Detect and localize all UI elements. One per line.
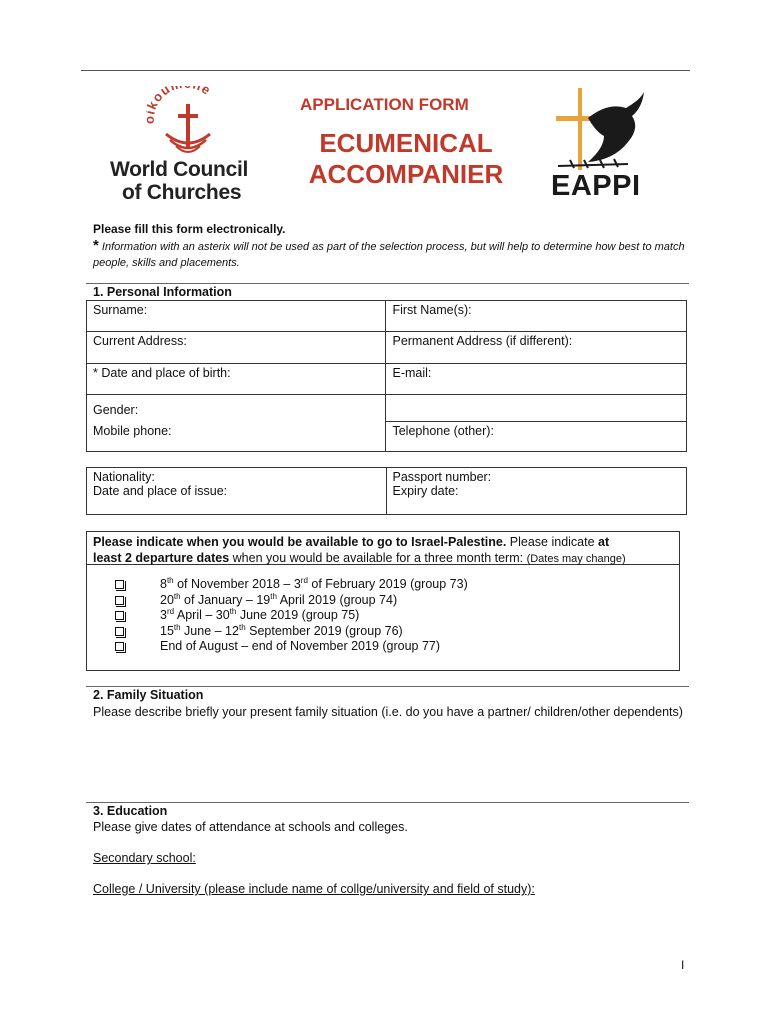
surname-field[interactable]: Surname: <box>87 301 386 332</box>
section-2-heading: 2. Family Situation <box>93 688 204 702</box>
wcc-boat-cross-icon <box>158 100 218 160</box>
top-rule <box>81 70 690 71</box>
asterix-note <box>93 238 691 271</box>
page-number: I <box>681 958 685 972</box>
list-item: 20th of January – 19th April 2019 (group 74) <box>115 593 468 609</box>
list-item: 8th of November 2018 – 3rd of February 2019 (group 73) <box>115 577 468 593</box>
birth-date-place-field[interactable]: * Date and place of birth: <box>87 364 386 395</box>
departure-date-list <box>115 577 468 655</box>
asterix-mark: * <box>93 237 99 254</box>
form-title <box>296 128 516 190</box>
gender-right-cell[interactable] <box>386 395 687 422</box>
availability-plain-2: when you would be available for a three month term: <box>229 551 527 565</box>
gender-field[interactable]: Gender: <box>87 395 386 422</box>
availability-plain-1: Please indicate <box>506 535 599 549</box>
list-item: 15th June – 12th September 2019 (group 76) <box>115 624 468 640</box>
title-line1: ECUMENICAL <box>319 128 493 158</box>
list-item: 3rd April – 30th June 2019 (group 75) <box>115 608 468 624</box>
title-line2: ACCOMPANIER <box>308 159 504 189</box>
telephone-other-field[interactable]: Telephone (other): <box>386 422 687 452</box>
availability-note: (Dates may change) <box>526 553 626 565</box>
secondary-school-label: Secondary school: <box>93 851 196 865</box>
section-1-rule <box>86 283 689 284</box>
current-address-field[interactable]: Current Address: <box>87 332 386 364</box>
email-field[interactable]: E-mail: <box>386 364 687 395</box>
availability-bold-2a: at <box>598 535 610 549</box>
wcc-name <box>110 158 248 204</box>
date-option-checkbox[interactable] <box>115 627 124 636</box>
passport-number-field[interactable]: Passport number: <box>386 468 687 485</box>
section-2-rule <box>86 686 689 687</box>
fill-note: Please fill this form electronically. <box>93 222 286 236</box>
permanent-address-field[interactable]: Permanent Address (if different): <box>386 332 687 364</box>
wcc-arc-textpath: ou e <box>149 86 215 105</box>
availability-instructions <box>87 532 679 565</box>
wcc-name-line1: World Council <box>110 158 249 181</box>
wcc-name-line2: of Churches <box>122 181 242 204</box>
table-row <box>87 422 687 452</box>
mobile-phone-field[interactable]: Mobile phone: <box>87 422 386 452</box>
college-university-label: College / University (please include name of collge/university and field of study): <box>93 882 535 896</box>
table-row <box>87 395 687 422</box>
family-situation-prompt: Please describe briefly your present family situation (i.e. do you have a partner/ children/other dependents) <box>93 705 683 719</box>
issue-date-place-field[interactable]: Date and place of issue: <box>87 484 387 514</box>
section-3-heading: 3. Education <box>93 804 168 818</box>
date-option-checkbox[interactable] <box>115 596 124 605</box>
first-name-field[interactable]: First Name(s): <box>386 301 687 332</box>
personal-info-table <box>86 300 687 452</box>
list-item: End of August – end of November 2019 (group 77) <box>115 639 468 655</box>
availability-bold-1: Please indicate when you would be available to go to Israel-Palestine. <box>93 535 507 549</box>
asterix-note-text: Information with an asterix will not be used as part of the selection process, but will help to determine how best to match people, skills and placements. <box>93 241 685 269</box>
application-form-label: APPLICATION FORM <box>300 95 469 114</box>
date-option-checkbox[interactable] <box>115 611 124 620</box>
table-row <box>87 301 687 332</box>
date-option-checkbox[interactable] <box>115 642 124 651</box>
passport-table <box>86 467 687 515</box>
table-row <box>87 364 687 395</box>
eappi-dove-cross-icon <box>548 88 648 178</box>
table-row <box>87 468 687 485</box>
eappi-name: EAPPI <box>551 170 641 202</box>
table-row <box>87 332 687 364</box>
date-option-checkbox[interactable] <box>115 580 124 589</box>
availability-bold-2b: least 2 departure dates <box>93 551 230 565</box>
nationality-field[interactable]: Nationality: <box>87 468 387 485</box>
table-row <box>87 484 687 514</box>
section-3-rule <box>86 802 689 803</box>
section-1-heading: 1. Personal Information <box>93 285 232 299</box>
expiry-date-field[interactable]: Expiry date: <box>386 484 687 514</box>
education-prompt: Please give dates of attendance at schools and colleges. <box>93 820 408 834</box>
availability-box <box>86 531 680 671</box>
